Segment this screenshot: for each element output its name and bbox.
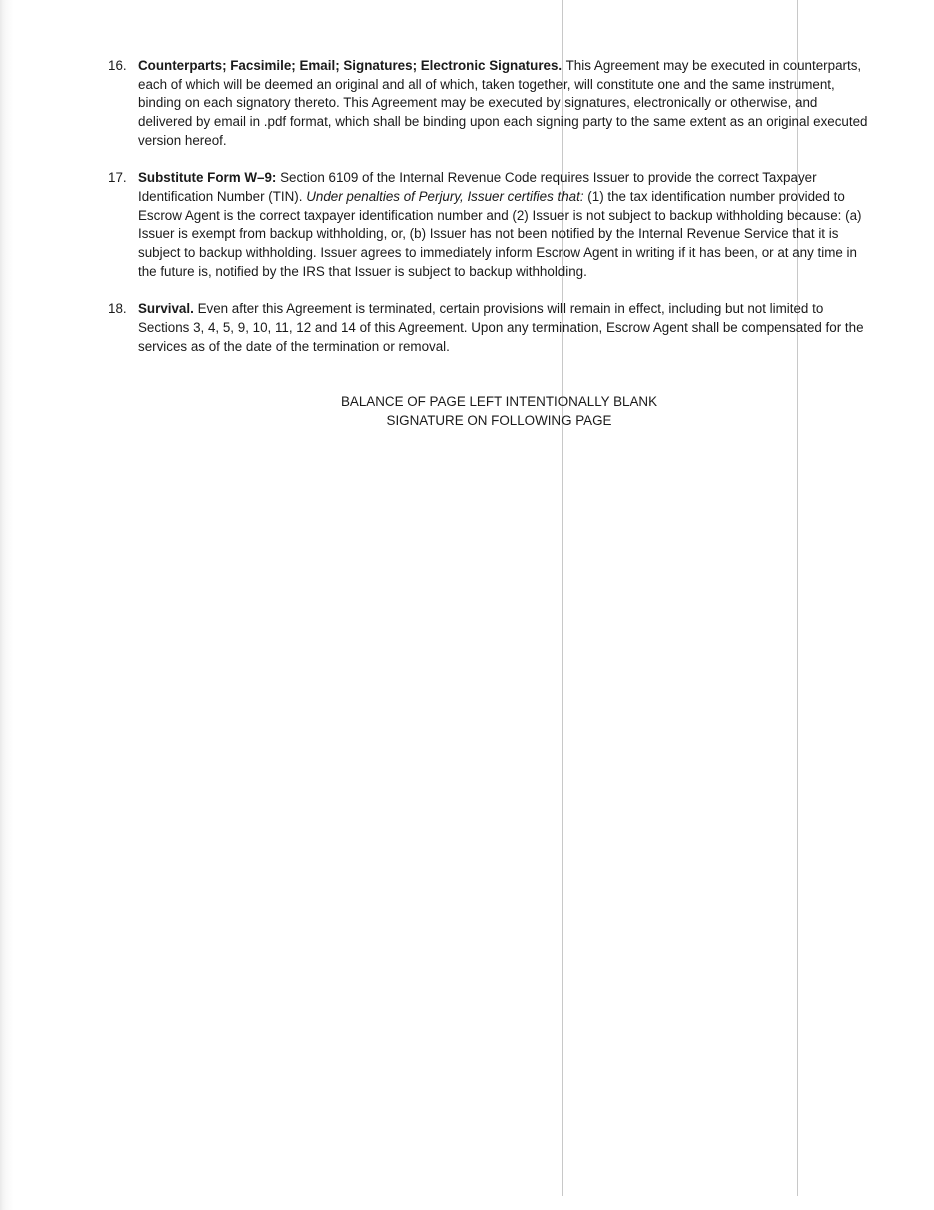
section-number: 18. <box>108 301 127 317</box>
section-number: 17. <box>108 170 127 186</box>
section-18 <box>108 300 868 356</box>
section-17 <box>108 169 868 281</box>
section-title: Substitute Form W–9: <box>138 170 277 186</box>
section-16 <box>108 57 868 151</box>
signature-notice: SIGNATURE ON FOLLOWING PAGE <box>386 412 612 428</box>
section-text: (1) the tax identification number provided to Escrow Agent is the correct taxpayer identification number and (2) Issuer is not subject to backup withholding because: (a) Issuer is exempt from backup withholding, or, (b) Issuer has not been notified by the Internal Revenue Service that it is subject to backup withholding. Issuer agrees to immediately inform Escrow Agent in writing if it has been, or at any time in the future is, notified by the IRS that Issuer is subject to backup withholding. <box>138 188 862 279</box>
section-title: Survival. <box>138 301 194 317</box>
blank-page-notice: BALANCE OF PAGE LEFT INTENTIONALLY BLANK <box>340 394 657 409</box>
scan-edge-shadow <box>0 0 14 1210</box>
section-text: Even after this Agreement is terminated, certain provisions will remain in effect, including but not limited to Sections 3, 4, 5, 9, 10, 11, 12 and 14 of this Agreement. Upon any termination, Escrow Agent shall be compensated for the services as of the date of the termination or removal. <box>138 301 864 354</box>
section-title: Counterparts; Facsimile; Email; Signatures; Electronic Signatures. <box>138 58 563 73</box>
section-text: Section 6109 of the Internal Revenue Code requires Issuer to provide the correct Taxpayer Identification Number (TIN). <box>138 170 817 204</box>
section-number: 16. <box>108 58 127 73</box>
section-text: This Agreement may be executed in counterparts, each of which will be deemed an original and all of which, taken together, will constitute one and the same instrument, binding on each signatory thereto. This Agreement may be executed by signatures, electronically or otherwise, and delivered by email in .pdf format, which shall be binding upon each signing party to the same extent as an original executed version hereof. <box>138 58 868 148</box>
section-text-italic: Under penalties of Perjury, Issuer certifies that: <box>306 188 584 204</box>
page-notice <box>0 393 934 430</box>
document-body <box>108 57 868 375</box>
